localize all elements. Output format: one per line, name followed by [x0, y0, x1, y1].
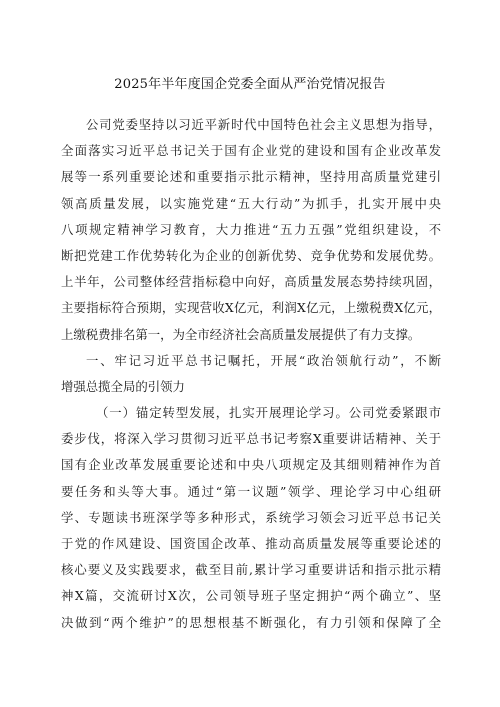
paragraph-line: 决做到“两个维护”的思想根基不断强化，有力引领和保障了全	[61, 614, 441, 630]
paragraph-line: （一）锚定转型发展，扎实开展理论学习。公司党委紧跟市	[96, 405, 441, 421]
paragraph-line: 于党的作风建设、国资国企改革、推动高质量发展等重要论述的	[61, 536, 441, 551]
paragraph-line: 神X篇，交流研讨X次，公司领导班子坚定拥护“两个确立”、坚	[61, 588, 441, 604]
paragraph-line: 展等一系列重要论述和重要指示批示精神，坚持用高质量党建引	[61, 169, 441, 185]
paragraph-line: 断把党建工作优势转化为企业的创新优势、竞争优势和发展优势。	[61, 247, 441, 263]
paragraph-line: 要任务和头等大事。通过“第一议题”领学、理论学习中心组研	[61, 483, 441, 499]
paragraph-line: 上半年，公司整体经营指标稳中向好，高质量发展态势持续巩固，	[61, 274, 441, 290]
paragraph-line: 全面落实习近平总书记关于国有企业党的建设和国有企业改革发	[61, 143, 441, 159]
page-title: 2025年半年度国企党委全面从严治党情况报告	[114, 77, 386, 92]
section-heading-line: 增强总揽全局的引领力	[61, 378, 185, 394]
paragraph-line: 学、专题读书班深学等多种形式，系统学习领会习近平总书记关	[61, 509, 441, 525]
paragraph-line: 核心要义及实践要求，截至目前,累计学习重要讲话和指示批示精	[61, 562, 441, 578]
paragraph-line: 国有企业改革发展重要论述和中央八项规定及其细则精神作为首	[61, 457, 441, 473]
paragraph-line: 上缴税费排名第一，为全市经济社会高质量发展提供了有力支撑。	[61, 326, 421, 342]
paragraph-line: 委步伐，将深入学习贯彻习近平总书记考察X重要讲话精神、关于	[61, 431, 441, 447]
paragraph-line: 主要指标符合预期，实现营收X亿元，利润X亿元，上缴税费X亿元，	[61, 300, 441, 316]
section-heading-line: 一、牢记习近平总书记嘱托，开展“政治领航行动”，不断	[86, 352, 441, 368]
paragraph-line: 八项规定精神学习教育，大力推进“五力五强”党组织建设，不	[61, 221, 441, 237]
document-body	[61, 112, 441, 636]
paragraph-line: 领高质量发展，以实施党建“五大行动”为抓手，扎实开展中央	[61, 195, 441, 211]
paragraph-line: 公司党委坚持以习近平新时代中国特色社会主义思想为指导，	[86, 117, 441, 132]
